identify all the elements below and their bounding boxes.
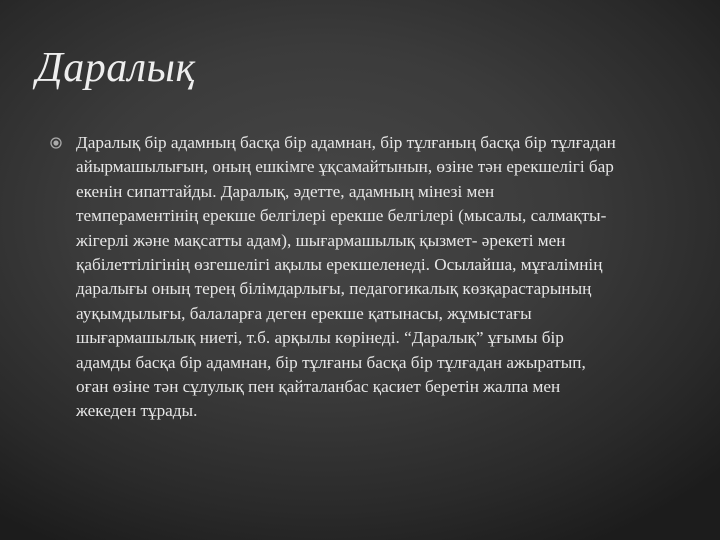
bullet-item xyxy=(50,131,620,424)
slide-title: Даралық xyxy=(36,45,196,91)
circle-bullet-icon xyxy=(50,136,62,148)
bullet-text: Даралық бір адамның басқа бір адамнан, бір тұлғаның басқа бір тұлғадан айырмашылығын, оның ешкімге ұқсамайтынын, өзіне тән ерекшелігі бар екенін сипаттайды. Даралық, әдетте, адамның мінезі мен темпераментінің ерекше белгілері ерекше белгілері (мысалы, салмақты- жігерлі және мақсатты адам), шығармашылық қызмет- әрекеті мен қабілеттілігінің өзгешелігі ақылы ерекшеленеді. Осылайша, мұғалімнің даралығы оның терең білімдарлығы, педагогикалық көзқарастарының ауқымдылығы, балаларға деген ерекше қатынасы, жұмыстағы шығармашылық ниеті, т.б. арқылы көрінеді. “Даралық” ұғымы бір адамды басқа бір адамнан, бір тұлғаны басқа бір тұлғадан ажыратып, оған өзіне тән сұлулық пен қайталанбас қасиет беретін жалпа мен жекеден тұрады. xyxy=(76,133,616,421)
